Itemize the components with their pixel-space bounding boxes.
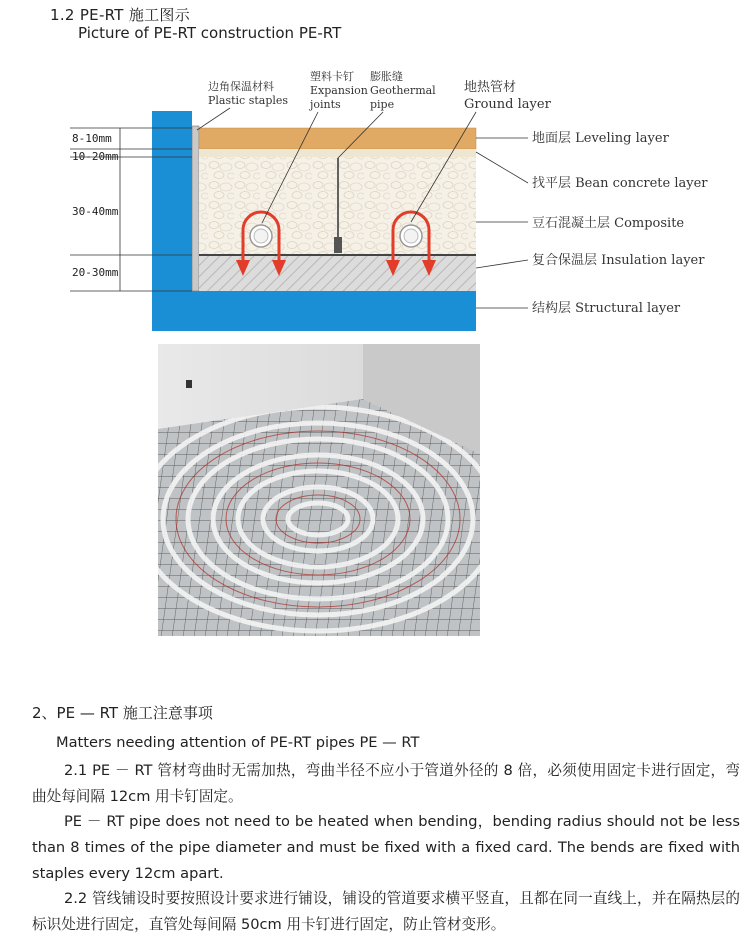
dim-insulation: 20-30mm bbox=[72, 266, 119, 279]
layer-insulation-label: 复合保温层 Insulation layer bbox=[532, 253, 705, 268]
structural-slab bbox=[152, 291, 476, 331]
label-geothermal-en2: pipe bbox=[370, 98, 395, 111]
label-geothermal-cn: 膨胀缝 bbox=[370, 70, 403, 83]
section2-subheading: Matters needing attention of PE-RT pipes PE — RT bbox=[56, 734, 420, 751]
layer-bean-label: 找平层 Bean concrete layer bbox=[532, 176, 708, 191]
dim-composite: 30-40mm bbox=[72, 205, 119, 218]
label-expansion-cn: 塑料卡钉 bbox=[310, 70, 354, 83]
paragraph-2-1-en: PE － RT pipe does not need to be heated when bending，bending radius should not be less than 8 times of the pipe diameter and must be fixed with a fixed card. The bends are fixed with staples every 12cm apart. bbox=[32, 813, 740, 882]
edge-insulation bbox=[192, 126, 199, 291]
label-expansion-en1: Expansion bbox=[310, 84, 368, 97]
label-ground-en: Ground layer bbox=[464, 97, 551, 112]
leveling-layer bbox=[199, 128, 476, 149]
floor-heating-photo bbox=[158, 344, 480, 636]
dim-leveling: 8-10mm bbox=[72, 132, 112, 145]
layer-structural-label: 结构层 Structural layer bbox=[532, 301, 681, 316]
label-ground-cn: 地热管材 bbox=[464, 80, 517, 95]
layer-composite-label: 豆石混凝土层 Composite bbox=[532, 216, 685, 231]
paragraph-2-1-cn: 2.1 PE － RT 管材弯曲时无需加热，弯曲半径不应小于管道外径的 8 倍，必须使用固定卡进行固定，弯曲处每间隔 12cm 用卡钉固定。 bbox=[32, 762, 740, 805]
dim-bean: 10-20mm bbox=[72, 150, 119, 163]
label-plastic-staples-cn: 边角保温材料 bbox=[208, 80, 274, 93]
section-title-cn: 1.2 PE-RT 施工图示 bbox=[50, 6, 191, 24]
layer-leveling-label: 地面层 Leveling layer bbox=[532, 131, 669, 146]
construction-diagram bbox=[0, 60, 750, 340]
label-plastic-staples-en: Plastic staples bbox=[208, 94, 289, 107]
section-title-en: Picture of PE-RT construction PE-RT bbox=[78, 24, 342, 42]
bean-concrete-layer bbox=[199, 149, 476, 157]
section2-heading: 2、PE — RT 施工注意事项 bbox=[32, 704, 213, 722]
label-geothermal-en1: Geothermal bbox=[370, 84, 436, 97]
paragraph-2-2-cn: 2.2 管线铺设时要按照设计要求进行铺设，铺设的管道要求横平竖直，且都在同一直线上，并在隔热层的标识处进行固定，直管处每间隔 50cm 用卡钉进行固定，防止管材变形。 bbox=[32, 890, 740, 933]
label-expansion-en2: joints bbox=[310, 98, 341, 111]
